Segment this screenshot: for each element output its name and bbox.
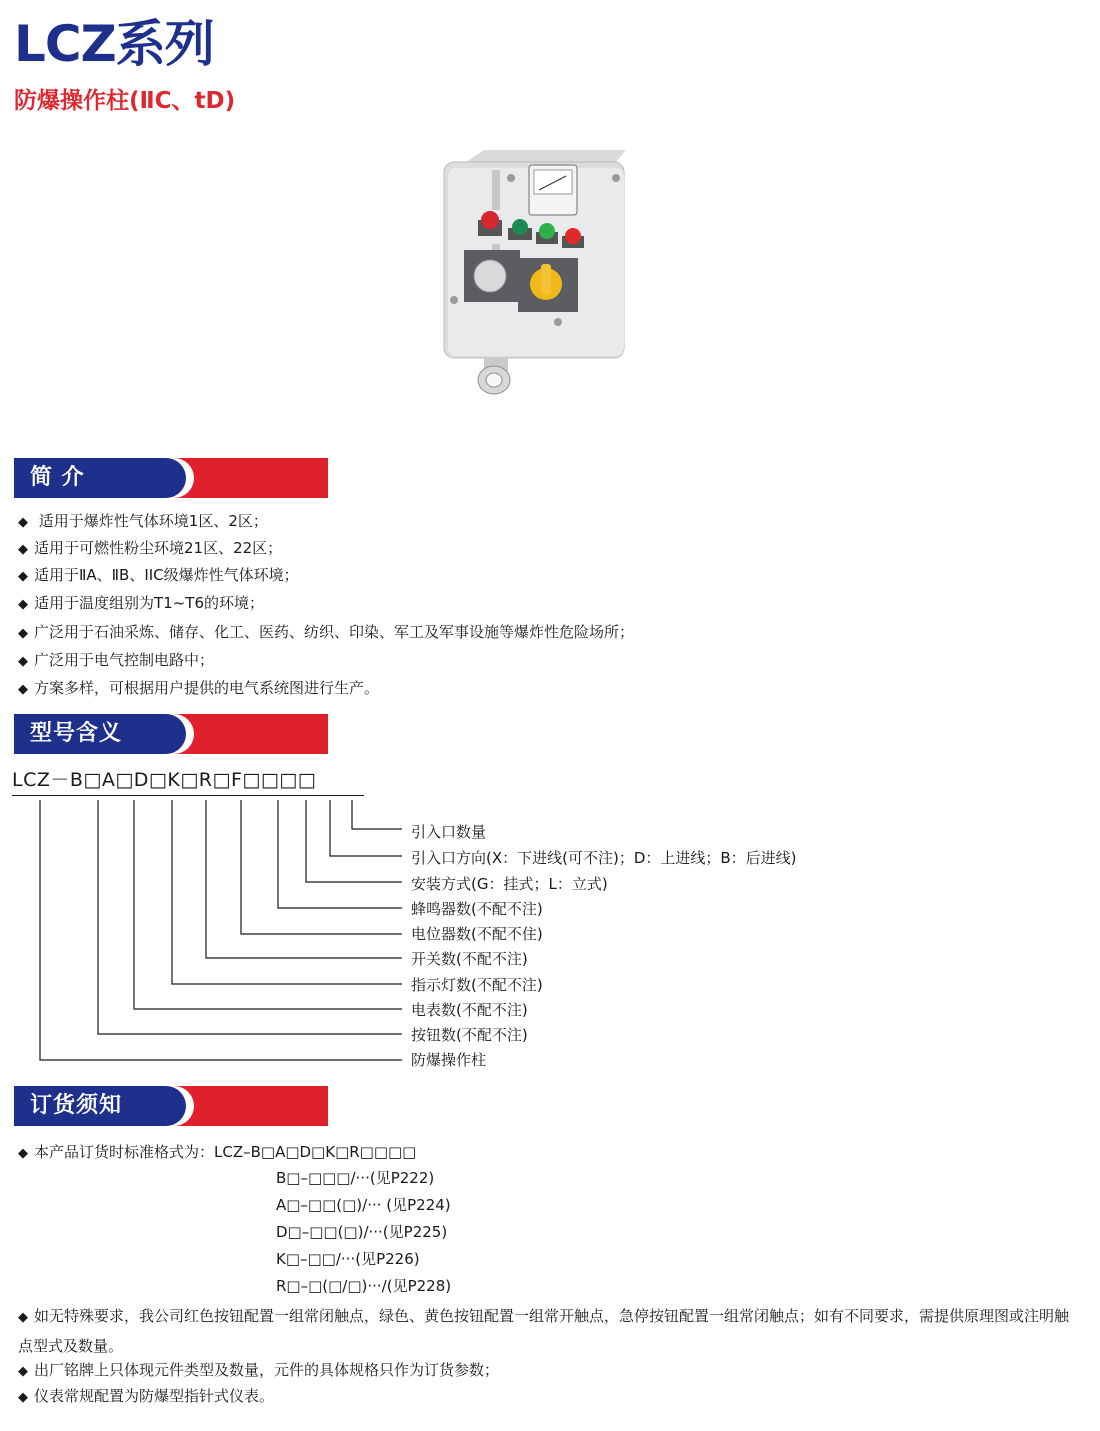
model-code-diagram <box>0 790 700 1080</box>
page-subtitle: 防爆操作柱(ⅡC、tD) <box>14 88 236 114</box>
order-sub-line: A□–□□(□)/··· (见P224) <box>276 1196 451 1214</box>
model-legend-item: 引入口方向(X：下进线(可不注)；D：上进线；B：后进线) <box>411 849 797 867</box>
section-title-intro: 简 介 <box>30 465 85 490</box>
intro-bullet: ◆ 广泛用于电气控制电路中； <box>18 651 215 669</box>
order-note: ◆ 仪表常规配置为防爆型指针式仪表。 <box>18 1387 275 1405</box>
model-code: LCZ－B□A□D□K□R□F□□□□ <box>12 769 317 791</box>
section-header-model <box>14 714 328 754</box>
order-note: ◆ 出厂铭牌上只体现元件类型及数量，元件的具体规格只作为订货参数； <box>18 1361 500 1379</box>
order-sub-line: D□–□□(□)/···(见P225) <box>276 1223 448 1241</box>
order-note: ◆ 如无特殊要求，我公司红色按钮配置一组常闭触点，绿色、黄色按钮配置一组常开触点，急停按钮配置一组常闭触点；如有不同要求，需提供原理图或注明触点型式及数量。 <box>18 1307 1070 1355</box>
page-title: LCZ系列 <box>14 15 214 73</box>
model-legend-item: 安装方式(G：挂式；L：立式) <box>411 875 608 893</box>
section-title-order: 订货须知 <box>30 1093 123 1118</box>
intro-bullet: ◆ 适用于爆炸性气体环境1区、2区； <box>18 512 268 530</box>
product-image <box>426 140 646 410</box>
intro-bullet: ◆ 适用于可燃性粉尘环境21区、22区； <box>18 539 283 557</box>
section-title-model: 型号含义 <box>30 721 123 746</box>
model-legend-item: 防爆操作柱 <box>411 1051 487 1069</box>
intro-bullet: ◆ 广泛用于石油采炼、储存、化工、医药、纺织、印染、军工及军事设施等爆炸性危险场所； <box>18 623 635 641</box>
intro-bullet: ◆ 适用于ⅡA、ⅡB、IIC级爆炸性气体环境； <box>18 566 299 584</box>
section-header-order <box>14 1086 328 1126</box>
model-legend-item: 指示灯数(不配不注) <box>411 976 543 994</box>
section-header-intro <box>14 458 328 498</box>
intro-bullet: ◆ 适用于温度组别为T1~T6的环境； <box>18 594 264 612</box>
order-sub-line: R□–□(□/□)···/(见P228) <box>276 1277 452 1295</box>
order-sub-line: B□–□□□/···(见P222) <box>276 1169 435 1187</box>
model-legend-item: 按钮数(不配不注) <box>411 1026 528 1044</box>
model-legend-item: 引入口数量 <box>411 823 487 841</box>
model-legend-item: 蜂鸣器数(不配不注) <box>411 900 543 918</box>
order-sub-line: K□–□□/···(见P226) <box>276 1250 420 1268</box>
intro-bullet: ◆ 方案多样，可根据用户提供的电气系统图进行生产。 <box>18 679 380 697</box>
model-legend-item: 开关数(不配不注) <box>411 950 528 968</box>
order-format-line: ◆ 本产品订货时标准格式为：LCZ–B□A□D□K□R□□□□ <box>18 1143 417 1161</box>
model-legend-item: 电表数(不配不注) <box>411 1001 528 1019</box>
model-legend-item: 电位器数(不配不住) <box>411 925 543 943</box>
